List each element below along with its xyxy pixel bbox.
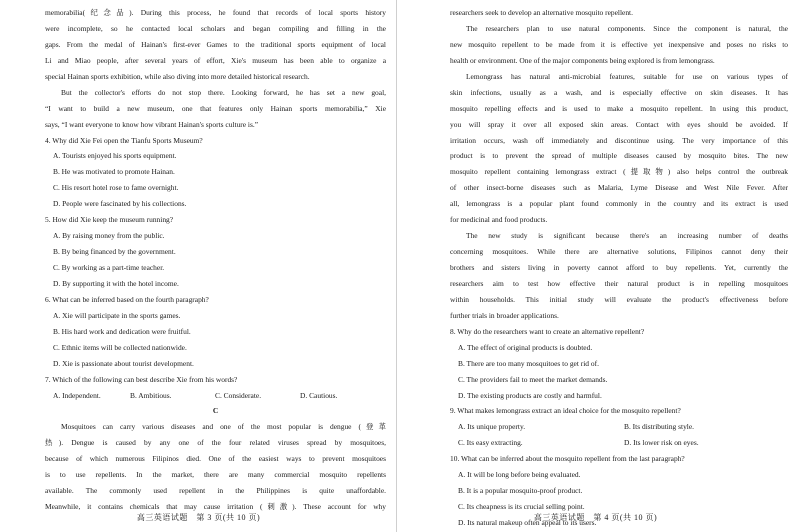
question-9-option-c[interactable]: C. Its easy extracting.: [458, 438, 523, 448]
passage-line: of other insect-borne diseases such as Malaria, Lyme Disease and West Nile Fever. After: [450, 183, 788, 193]
question-7-options: [45, 388, 386, 404]
question-9-option-b[interactable]: B. Its distributing style.: [624, 422, 695, 432]
passage-line: all, lemongrass is a popular plant found commonly in the country and its extract is used: [450, 199, 788, 209]
passage-line: Meanwhile, it contains chemicals that may cause irritation (刺激). These account for why: [45, 502, 386, 512]
question-4-option-a[interactable]: A. Tourists enjoyed his sports equipment.: [53, 151, 177, 161]
passage-line: health or environment. One of the major components being explored is from lemongrass.: [450, 55, 715, 65]
passage-line: mosquito repellent containing lemongrass extract (提取物) also helps control the outbreak: [450, 167, 788, 177]
passage-line: you will spray it over all exposed skin areas. Contact with eyes should be avoided. If: [450, 119, 788, 129]
question-5-stem: 5. How did Xie keep the museum running?: [45, 215, 174, 225]
question-8-option-a[interactable]: A. The effect of original products is doubted.: [458, 342, 593, 352]
passage-line: 热). Dengue is caused by any one of the four related viruses spread by mosquitoes,: [45, 438, 386, 448]
passage-line: Mosquitoes can carry various diseases and one of the most popular is dengue (登革: [61, 422, 386, 432]
passage-line: But the collector's efforts do not stop there. Looking forward, he has set a new goal,: [61, 87, 386, 97]
passage-line: researchers aim to test how effective their natural product is in repelling mosquitoes: [450, 278, 788, 288]
passage-line: memorabilia(纪念品). During this process, he found that records of local sports history: [45, 8, 386, 17]
question-9-option-a[interactable]: A. Its unique property.: [458, 422, 526, 432]
question-5-option-c[interactable]: C. By working as a part-time teacher.: [53, 263, 165, 272]
question-7-option-b[interactable]: B. Ambitious.: [130, 390, 172, 400]
question-8-option-b[interactable]: B. There are too many mosquitoes to get rid of.: [458, 358, 599, 368]
passage-line: concerning mosquitoes. While there are alternative solutions, Filipinos cannot deny their: [450, 247, 788, 257]
passage-line: says, “I want everyone to know how vibrant Hainan's sports culture is.”: [45, 119, 259, 129]
passage-line: Lemongrass has natural anti-microbial features, suitable for use on various types of: [466, 71, 788, 81]
question-10-option-d[interactable]: D. Its natural makeup often appeal to its users.: [458, 518, 597, 527]
question-9-stem: 9. What makes lemongrass extract an ideal choice for the mosquito repellent?: [450, 406, 681, 416]
question-10-stem: 10. What can be inferred about the mosquito repellent from the last paragraph?: [450, 454, 685, 464]
question-6-option-d[interactable]: D. Xie is passionate about tourist development.: [53, 358, 194, 368]
passage-line: “I want to build a new museum, one that features only Hainan sports memorabilia,” Xie: [45, 103, 386, 113]
passage-line: were incomplete, so he contacted local scholars and began compiling and filling in the: [45, 23, 386, 33]
passage-line: skin infections, usually as a wash, and is especially effective on skin diseases. It has: [450, 87, 788, 97]
passage-line: Li and Miao people, after several years of effort, Xie's museum has been able to organize a: [45, 55, 386, 65]
page-footer-right: 高三英语试题 第 4 页(共 10 页): [533, 513, 658, 522]
question-9-option-d[interactable]: D. Its lower risk on eyes.: [624, 438, 699, 448]
question-8-option-d[interactable]: D. The existing products are costly and harmful.: [458, 390, 602, 400]
section-c-heading: C: [212, 406, 219, 416]
passage-line: is to use repellents. In the market, there are many commercial mosquito repellents: [45, 470, 386, 480]
passage-line: irritation occurs, wash off immediately and discontinue using. The very importance of this: [450, 135, 788, 145]
question-10-option-b[interactable]: B. It is a popular mosquito-proof product.: [458, 486, 583, 496]
question-5-option-a[interactable]: A. By raising money from the public.: [53, 231, 165, 241]
question-7-option-d[interactable]: D. Cautious.: [300, 390, 338, 400]
question-10-option-c[interactable]: C. Its cheapness is its crucial selling point.: [458, 502, 585, 512]
question-7-option-a[interactable]: A. Independent.: [53, 390, 101, 400]
passage-line: within households. This initial study will evaluate the product's effectiveness before: [450, 294, 788, 304]
question-6-option-c[interactable]: C. Ethnic items will be collected nationwide.: [53, 342, 187, 352]
right-column: [450, 5, 788, 531]
question-4-stem: 4. Why did Xie Fei open the Tianfu Sports Museum?: [45, 135, 203, 145]
passage-line: because of which numerous Filipinos died. One of the easiest ways to prevent mosquitoes: [45, 454, 386, 464]
question-8-stem: 8. Why do the researchers want to create an alternative repellent?: [450, 326, 645, 336]
question-7-stem: 7. Which of the following can best describe Xie from his words?: [45, 374, 238, 384]
question-6-option-a[interactable]: A. Xie will participate in the sports games.: [53, 310, 181, 320]
passage-line: The new study is significant because there's an increasing number of deaths: [466, 231, 788, 241]
question-7-option-c[interactable]: C. Considerate.: [215, 390, 262, 400]
question-4-option-b[interactable]: B. He was motivated to promote Hainan.: [53, 167, 175, 177]
passage-line: product is to prevent the spread of multiple diseases caused by mosquito bites. The new: [450, 151, 788, 161]
question-6-stem: 6. What can be inferred based on the fourth paragraph?: [45, 294, 209, 304]
question-4-option-d[interactable]: D. People were fascinated by his collections.: [53, 199, 187, 209]
page-footer-left: 高三英语试题 第 3 页(共 10 页): [136, 513, 261, 522]
passage-line: brothers and sisters living in poverty cannot afford to buy repellents. Yet, currently the: [450, 263, 788, 272]
passage-line: researchers seek to develop an alternative mosquito repellent.: [450, 8, 633, 17]
question-4-option-c[interactable]: C. His resort hotel rose to fame overnight.: [53, 183, 179, 193]
question-5-option-d[interactable]: D. By supporting it with the hotel income.: [53, 278, 179, 288]
passage-line: special Hainan sports exhibition, while also diving into more detailed historical research.: [45, 71, 310, 81]
passage-line: new mosquito repellent to be made from it is effective yet inexpensive and poses no risks to: [450, 39, 788, 49]
passage-line: for medicinal and food products.: [450, 215, 548, 225]
question-8-option-c[interactable]: C. The providers fail to meet the market demands.: [458, 374, 608, 384]
passage-line: gaps. From the medal of Hainan's first-ever Games to the traditional sports equipment of local: [45, 39, 386, 49]
question-9-options-row-1: [450, 419, 788, 435]
left-column: [45, 5, 386, 515]
question-9-options-row-2: [450, 435, 788, 451]
question-6-option-b[interactable]: B. His hard work and dedication were fruitful.: [53, 326, 191, 336]
passage-line: further trials in broader applications.: [450, 310, 559, 320]
question-5-option-b[interactable]: B. By being financed by the government.: [53, 247, 176, 257]
right-page: [397, 0, 794, 532]
passage-line: The researchers plan to use natural components. Since the component is natural, the: [466, 23, 788, 33]
question-10-option-a[interactable]: A. It will be long before being evaluated.: [458, 470, 581, 480]
passage-line: available. The commonly used repellent in the Philippines is quite unaffordable.: [45, 486, 386, 496]
passage-line: mosquito repelling effects and is used to make a mosquito repellent. In using this product,: [450, 103, 788, 113]
